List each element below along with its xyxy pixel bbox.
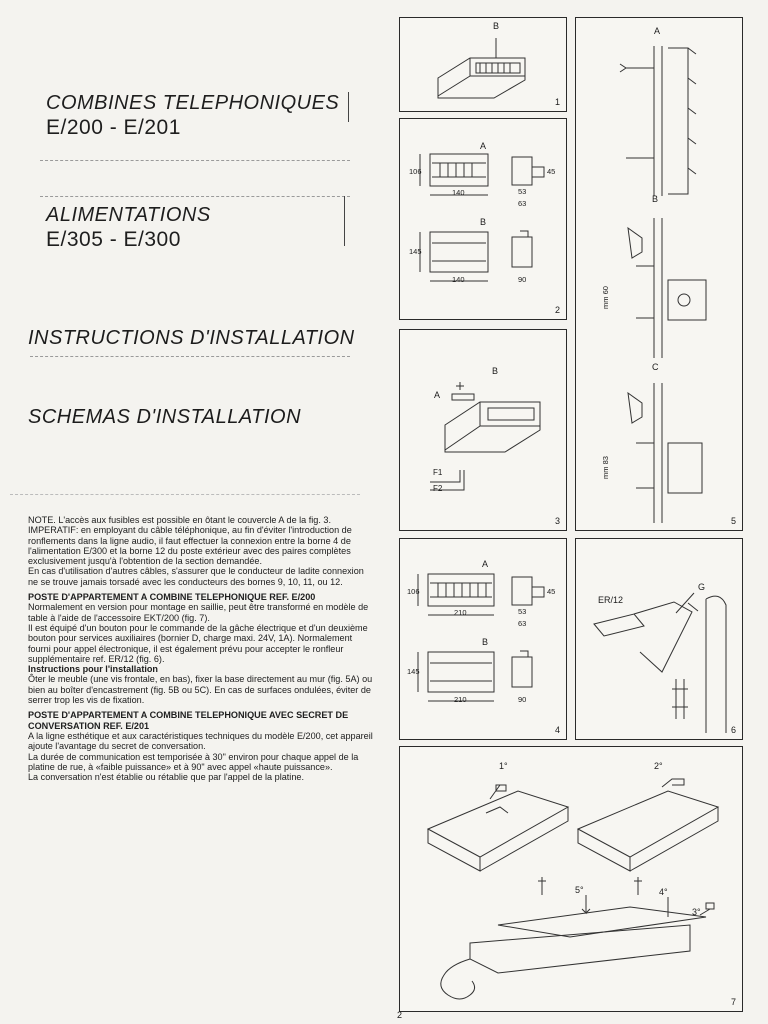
figure-2: [399, 118, 567, 320]
imperatif-paragraph: IMPERATIF: en employant du câble téléphonique, au fin d'éviter l'introduction de ronflements dans la ligne audio, il faut effectuer la connexion entre la borne 4 de l'alimentation E/300 et la borne 12 du poste extérieur avec des paires complètes exclusivement jusqu'à l'obtention de la section demandée.: [28, 525, 352, 567]
e200-paragraph-2: Il est équipé d'un bouton pour le commande de la gâche électrique et d'un deuxième bouton pour services auxiliaires (bornier D, charge maxi. 24V, 1A). Normalement fourni pour appel électronique, il est également prévu pour accepter le ronfleur supplémentaire ref. ER/12 (fig. 6).: [28, 622, 368, 664]
title-combines: COMBINES TELEPHONIQUES: [46, 92, 340, 114]
fig4-dim-63: 63: [518, 619, 527, 628]
fig3-label-f2: F2: [433, 484, 443, 493]
fig3-number: 3: [554, 516, 560, 526]
figure-7: [399, 746, 743, 1012]
fig2-label-b: B: [480, 217, 487, 227]
fig3-label-a: A: [434, 390, 441, 400]
fig7-step-4: 4°: [659, 887, 668, 897]
fig7-step-2: 2°: [654, 761, 663, 771]
fig4-number: 4: [554, 725, 560, 735]
fig2-dim-53: 53: [518, 187, 527, 196]
fig6-number: 6: [730, 725, 736, 735]
fig7-number: 7: [730, 997, 736, 1007]
fig2-dim-140a: 140: [452, 188, 465, 197]
fig4-dim-53: 53: [518, 607, 527, 616]
fig5-label-b: B: [652, 194, 659, 204]
rule: [40, 196, 350, 197]
title-models-e200: E/200 - E/201: [46, 116, 181, 139]
fig5-label-a: A: [654, 26, 661, 36]
table-mount-conversion-drawing: [400, 747, 742, 1011]
rule: [30, 356, 350, 357]
fig4-dim-210a: 210: [454, 608, 467, 617]
fig5-dim-mm83: mm 83: [600, 456, 610, 479]
rule: [10, 494, 360, 495]
fig4-dim-45: 45: [547, 587, 556, 596]
wall-mounting-drawing: [576, 18, 742, 530]
fig2-dim-45: 45: [547, 167, 556, 176]
title-alimentations: ALIMENTATIONS: [46, 204, 211, 226]
title-models-e305: E/305 - E/300: [46, 228, 181, 251]
e201-paragraph-1: A la ligne esthétique et aux caractéristiques techniques du modèle E/200, cet appareil ajoute l'avantage du secret de conversation.: [28, 730, 373, 752]
figure-5: [575, 17, 743, 531]
page-number: 2: [397, 1010, 403, 1020]
cable-paragraph: En cas d'utilisation d'autres câbles, s'assurer que le conducteur de ladite connexion ne se trouve jamais torsadé avec les conducteurs des bornes 9, 10, 11, ou 12.: [28, 566, 364, 587]
fig5-number: 5: [730, 516, 736, 526]
fig2-dim-140b: 140: [452, 275, 465, 284]
fuse-cover-drawing: [400, 330, 566, 530]
figure-6: [575, 538, 743, 740]
fig1-number: 1: [554, 97, 560, 107]
fig2-number: 2: [554, 305, 560, 315]
fig4-dim-90: 90: [518, 695, 527, 704]
fig5-label-c: C: [652, 362, 659, 372]
power-supply-drawing: [400, 18, 566, 111]
fig3-label-b: B: [492, 366, 499, 376]
section-e200-title: POSTE D'APPARTEMENT A COMBINE TELEPHONIQUE REF. E/200: [28, 592, 316, 603]
e200-paragraph-3: Ôter le meuble (une vis frontale, en bas), fixer la base directement au mur (fig. 5A) ou bien au boîter d'encastrement (fig. 5B ou 5C). En cas de surfaces ondulées, éviter de serrer trop les vis de fixation.: [28, 674, 373, 706]
instructions-text: [28, 515, 373, 782]
fig4-dim-106: 106: [407, 587, 420, 596]
margin-bar: [344, 196, 345, 246]
section-e201-title: POSTE D'APPARTEMENT A COMBINE TELEPHONIQUE AVEC SECRET DE CONVERSATION REF. E/201: [28, 710, 349, 731]
fig7-step-1: 1°: [499, 761, 508, 771]
e201-paragraph-3: La conversation n'est établie ou rétablie que par l'appel de la platine.: [28, 772, 304, 783]
fig4-label-b: B: [482, 637, 489, 647]
fig2-dim-145: 145: [409, 247, 422, 256]
e200-paragraph-1: Normalement en version pour montage en saillie, peut être transformé en modèle de table à l'aide de l'accessoire EKT/200 (fig. 7).: [28, 602, 369, 623]
fig2-dim-90: 90: [518, 275, 527, 284]
fig1-label-b: B: [493, 21, 500, 31]
fig4-dim-145: 145: [407, 667, 420, 676]
fig5-dim-mm60: mm 60: [600, 286, 610, 309]
fig4-label-a: A: [482, 559, 489, 569]
rule: [40, 160, 350, 161]
fig7-step-5: 5°: [575, 885, 584, 895]
heading-instructions: INSTRUCTIONS D'INSTALLATION: [28, 327, 355, 349]
figure-1: [399, 17, 567, 112]
figure-4: [399, 538, 567, 740]
fig2-dim-106: 106: [409, 167, 422, 176]
fig2-dim-63: 63: [518, 199, 527, 208]
fig2-label-a: A: [480, 141, 487, 151]
e200-subheading: Instructions pour l'installation: [28, 664, 158, 675]
fig4-dim-210b: 210: [454, 695, 467, 704]
figure-3: [399, 329, 567, 531]
buzzer-install-drawing: [576, 539, 742, 739]
fig6-label-g: G: [698, 582, 706, 592]
fig7-step-3: 3°: [692, 907, 701, 917]
fig6-label-er12: ER/12: [598, 595, 624, 605]
fig3-label-f1: F1: [433, 468, 443, 477]
e201-paragraph-2: La durée de communication est temporisée à 30" environ pour chaque appel de la platine de rue, à «faible puissance» et à 90" avec appel «haute puissance».: [28, 751, 359, 772]
heading-schemas: SCHEMAS D'INSTALLATION: [28, 406, 302, 428]
margin-bar: [348, 92, 349, 122]
note-paragraph: NOTE. L'accès aux fusibles est possible en ôtant le couvercle A de la fig. 3.: [28, 515, 332, 525]
